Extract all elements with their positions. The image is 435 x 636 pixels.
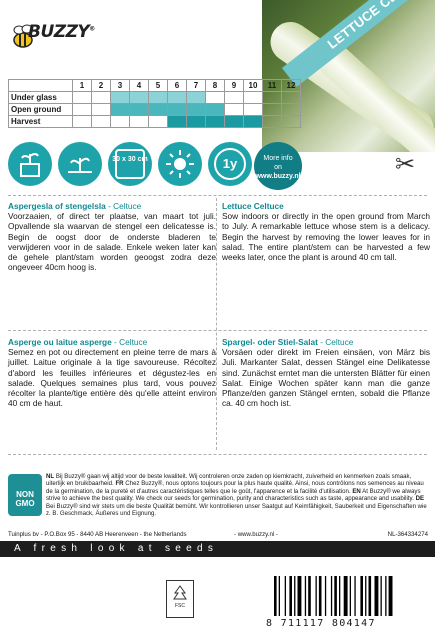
calendar-cell	[282, 92, 301, 104]
spacing-icon: 30 x 30 cm	[108, 142, 152, 186]
full-sun-icon	[158, 142, 202, 186]
calendar-cell	[168, 104, 187, 116]
section-nl: Aspergesla of stengelsla - Celtuce Voorzaaien, of direct ter plaatse, van maart tot juli. Opvallende sla waarvan de stengel een delicatesse is. Begin de oogst door de onderste bladeren te verwijderen voor in de salade. Enkele weken later kan de gehele plant/stam worden geoogst zodra deze ongeveer 40cm hoog is.	[8, 201, 216, 273]
calendar-cell	[187, 92, 206, 104]
calendar-cell	[73, 92, 92, 104]
non-gmo-badge: NON GMO	[8, 474, 42, 516]
calendar-cell	[187, 116, 206, 128]
more-info-badge[interactable]: More info on www.buzzy.nl	[254, 142, 302, 190]
calendar-cell	[282, 116, 301, 128]
calendar-month-header: 4	[130, 80, 149, 92]
calendar-row-label: Harvest	[9, 116, 73, 128]
section-en: Lettuce Celtuce Sow indoors or directly in the open ground from March to July. A remarkable lettuce whose stem is a delicacy. Begin the harvest by removing the lower leaves for in salad. The entire plant/stem can be harvested a few weeks later, once the plant is around 40 cm tall.	[222, 201, 430, 263]
calendar-cell	[225, 92, 244, 104]
divider	[8, 454, 427, 455]
calendar-cell	[130, 104, 149, 116]
tagline-strip: A fresh look at seeds	[0, 541, 435, 557]
barcode-number: 8 711117 804147	[266, 618, 376, 629]
sowing-calendar	[8, 79, 301, 128]
open-ground-icon	[58, 142, 102, 186]
calendar-cell	[149, 116, 168, 128]
divider	[8, 330, 427, 331]
info-icons-row	[8, 142, 428, 192]
calendar-cell	[73, 116, 92, 128]
calendar-month-header: 9	[225, 80, 244, 92]
calendar-cell	[92, 92, 111, 104]
fsc-logo-icon: FSC	[166, 580, 194, 618]
calendar-cell	[187, 104, 206, 116]
calendar-cell	[92, 104, 111, 116]
section-de: Spargel- oder Stiel-Salat - Celtuce Vorsäen oder direkt im Freien einsäen, von März bis Juli. Markanter Salat, dessen Stängel eine Delikatesse sind. Zunächst erntet man die untersten Blätter für einen Salat. Einige Wochen später kann man die ganze Pflanze/den ganzen Stängel ernten, sobald die Pflanze ca. 40 cm hoch ist.	[222, 337, 430, 409]
calendar-cell	[206, 104, 225, 116]
calendar-month-header: 7	[187, 80, 206, 92]
brand-name: BUZZY®	[28, 22, 95, 42]
calendar-cell	[206, 92, 225, 104]
calendar-month-header: 3	[111, 80, 130, 92]
calendar-month-header: 2	[92, 80, 111, 92]
calendar-corner	[9, 80, 73, 92]
vertical-divider	[216, 198, 217, 450]
calendar-cell	[111, 116, 130, 128]
calendar-cell	[168, 116, 187, 128]
barcode	[270, 576, 430, 620]
calendar-cell	[111, 104, 130, 116]
calendar-month-header: 1	[73, 80, 92, 92]
calendar-month-header: 6	[168, 80, 187, 92]
calendar-cell	[263, 92, 282, 104]
scissors-icon: ✂	[395, 151, 416, 178]
calendar-cell	[111, 92, 130, 104]
calendar-row-label: Under glass	[9, 92, 73, 104]
section-fr: Asperge ou laitue asperge - Celtuce Semez en pot ou directement en pleine terre de mars à juillet. Laitue originale à la tige savoureuse. Récoltez d'abord les feuilles inférieures et dégustez-les en salade. Quelques semaines plus tard, vous pouvez récolter la plante/tige entière dès qu'elle atteint environ 40 cm de haut.	[8, 337, 216, 409]
calendar-row-label: Open ground	[9, 104, 73, 116]
calendar-cell	[168, 92, 187, 104]
calendar-cell	[206, 116, 225, 128]
calendar-cell	[263, 116, 282, 128]
calendar-cell	[92, 116, 111, 128]
calendar-cell	[149, 104, 168, 116]
quality-statement: NL Bij Buzzy® gaan wij altijd voor de beste kwaliteit. Wij controleren onze zaden op kiemkracht, zuiverheid en kenmerken zoals smaak, uiterlijk en bruikbaarheid. FR Chez Buzzy®, nous optons toujours pour la plus haute qualité. Ainsi, nous contrôlons nos semences au niveau de la germination, de la pureté et d'autres caractéristiques telles que le goût, l'apparence et la facilité d'utilisation. EN At Buzzy® we always strive to achieve the best quality. We check our seeds for germination, purity and characteristics such as taste, appearance and usability. DE Bei Buzzy® sind wir stets um die beste Qualität bemüht. Wir kontrollieren unser Saatgut auf Keimfähigkeit, Sauberkeit und Eigenschaften wie z. B. Geschmack, Äußeres und Eignung.	[46, 473, 427, 518]
calendar-cell	[244, 92, 263, 104]
calendar-month-header: 10	[244, 80, 263, 92]
calendar-month-header: 8	[206, 80, 225, 92]
calendar-cell	[130, 92, 149, 104]
annual-icon: 1y	[208, 142, 252, 186]
calendar-month-header: 11	[263, 80, 282, 92]
address-line: Tuinplus bv - P.O.Box 95 - 8440 AB Heerenveen - the Netherlands - www.buzzy.nl - NL-364334274	[8, 531, 428, 538]
calendar-cell	[130, 116, 149, 128]
calendar-cell	[244, 116, 263, 128]
calendar-cell	[73, 104, 92, 116]
divider	[8, 195, 427, 196]
calendar-month-header: 12	[282, 80, 301, 92]
sow-indoors-icon	[8, 142, 52, 186]
calendar-cell	[225, 116, 244, 128]
calendar-cell	[244, 104, 263, 116]
calendar-cell	[225, 104, 244, 116]
calendar-cell	[263, 104, 282, 116]
calendar-month-header: 5	[149, 80, 168, 92]
calendar-cell	[282, 104, 301, 116]
calendar-cell	[149, 92, 168, 104]
